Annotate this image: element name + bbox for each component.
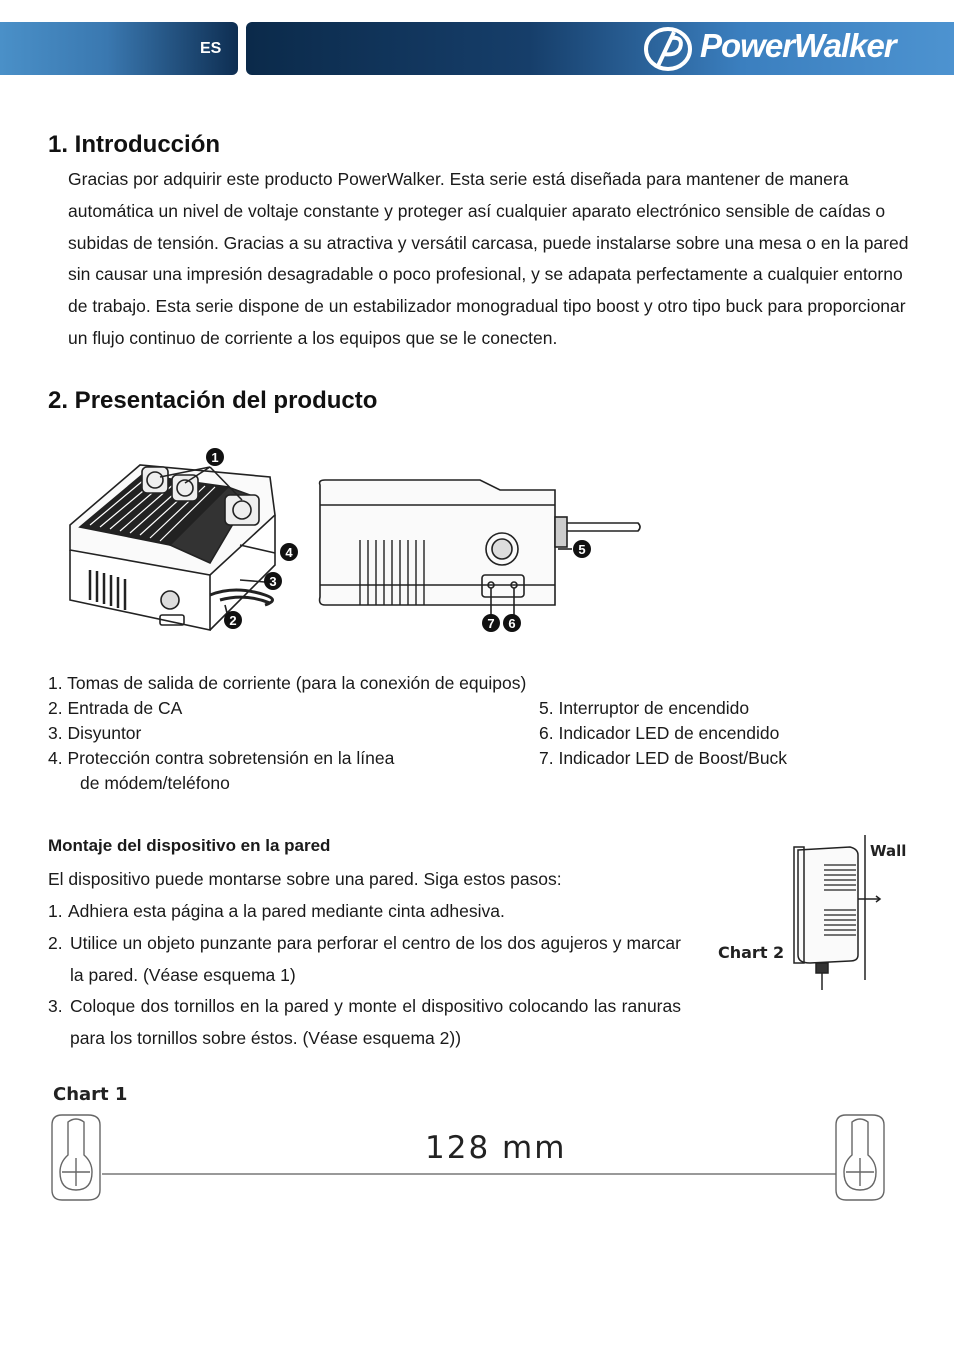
wall-mount-intro: El dispositivo puede montarse sobre una pared. Siga estos pasos: [48,869,562,889]
product-item-1: 1. Tomas de salida de corriente (para la conexión de equipos) [48,673,527,693]
svg-text:1: 1 [211,450,219,465]
svg-text:3: 3 [269,574,277,589]
intro-heading: 1. Introducción [48,131,221,158]
callout-7 [482,614,500,632]
svg-text:5: 5 [578,542,586,557]
product-item-6: 6. Indicador LED de encendido [539,723,780,743]
product-item-4-cont: de módem/teléfono [80,773,230,793]
svg-text:4: 4 [285,545,293,560]
callout-4 [280,543,298,561]
svg-text:2: 2 [229,613,237,628]
svg-text:7: 7 [487,616,495,631]
chart1-label: Chart 1 [53,1084,128,1105]
product-item-4: 4. Protección contra sobretensión en la línea [48,748,395,768]
product-item-5: 5. Interruptor de encendido [539,698,750,718]
product-items-right [539,696,787,771]
product-item-7: 7. Indicador LED de Boost/Buck [539,748,788,768]
distance-label: 128 mm [425,1130,567,1166]
wall-label: Wall [870,842,907,860]
chart2-label: Chart 2 [718,943,785,962]
product-item-3: 3. Disyuntor [48,723,142,743]
callout-3 [264,572,282,590]
language-tag: ES [200,40,222,57]
product-heading: 2. Presentación del producto [48,387,378,414]
callout-6 [503,614,521,632]
product-illustration [60,445,650,640]
product-items-left [48,671,526,796]
brand-logo-text: PowerWalker [700,27,896,64]
wall-step-3: 3. Coloque dos tornillos en la pared y monte el dispositivo colocando las ranuras para los tornillos sobre éstos. (Véase esquema 2)) [48,996,681,1048]
product-item-2: 2. Entrada de CA [48,698,183,718]
wall-step-1: 1. Adhiera esta página a la pared mediante cinta adhesiva. [48,901,505,921]
chart2-illustration [790,835,885,995]
intro-paragraph: Gracias por adquirir este producto PowerWalker. Esta serie está diseñada para mantener de manera automática un nivel de voltaje constante y proteger así cualquier aparato electrónico sensible de caídas o subidas de tensión. Gracias a su atractiva y versátil carcasa, puede instalarse sobre una mesa o en la pared sin causar una impresión desagradable o poco profesional, y se adapata perfectamente a cualquier entorno de trabajo. Esta serie dispone de un estabilizador monogradual tipo boost y otro tipo buck para proporcionar un flujo continuo de corriente a los equipos que se le conecten. [68,169,909,348]
callout-1 [206,448,224,466]
wall-mount-title: Montaje del dispositivo en la pared [48,836,331,855]
callout-5 [573,540,591,558]
svg-text:6: 6 [508,616,516,631]
wall-step-2: 2. Utilice un objeto punzante para perforar el centro de los dos agujeros y marcar la pared. (Véase esquema 1) [48,933,681,985]
callout-2 [224,611,242,629]
